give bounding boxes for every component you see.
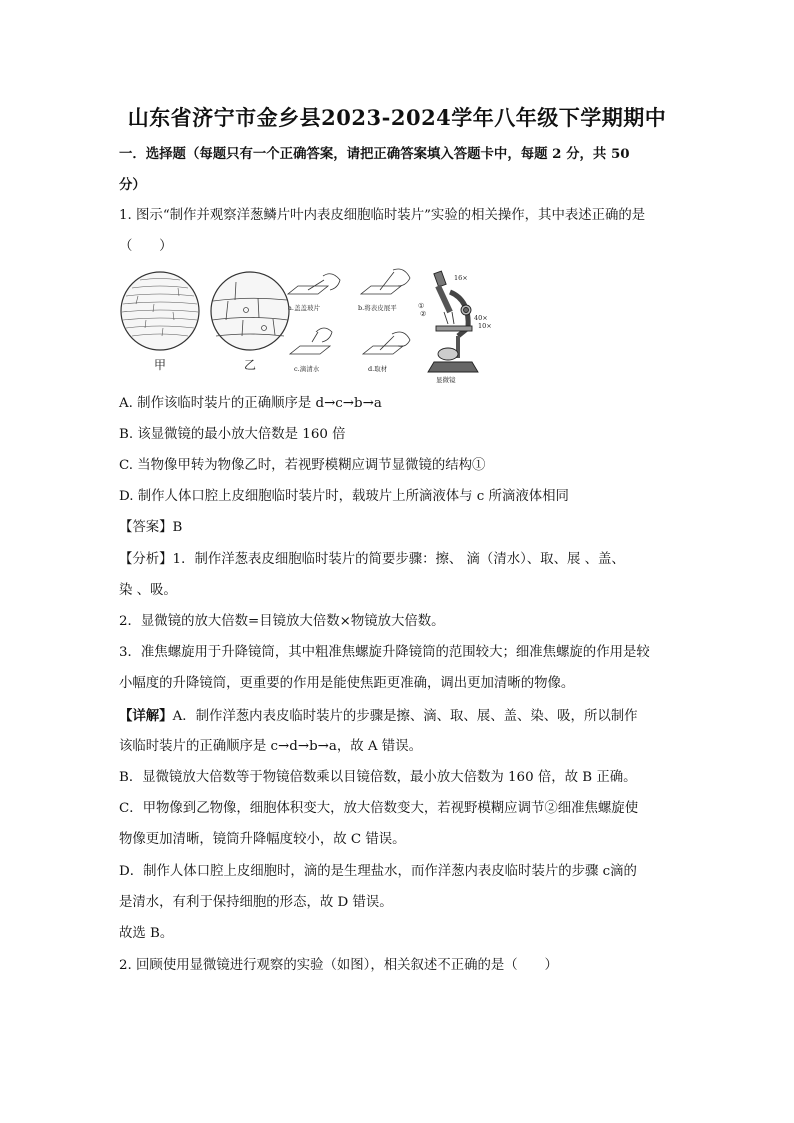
- question-1-stem-cont: （ ）: [119, 239, 173, 254]
- eyepiece-16x-label: 16×: [454, 274, 468, 282]
- step-d-label: d.取材: [368, 365, 388, 373]
- step-b-illustration: [361, 269, 410, 294]
- analysis-line-1: 【分析】1．制作洋葱表皮细胞临时装片的简要步骤：擦、 滴（清水）、取、展 、盖、: [119, 552, 625, 567]
- label-jia: 甲: [154, 358, 167, 372]
- cell-view-jia: [121, 272, 199, 350]
- analysis-line-2: 染 、吸。: [119, 583, 177, 598]
- step-d-illustration: [363, 332, 410, 354]
- detail-line-3: B．显微镜放大倍数等于物镜倍数乘以目镜倍数，最小放大倍数为 160 倍，故 B 正确。: [119, 770, 637, 785]
- detail-line-1: [119, 706, 638, 727]
- detail-line-2: 该临时装片的正确顺序是 c→d→b→a，故 A 错误。: [119, 739, 422, 754]
- page-title: 山东省济宁市金乡县2023-2024学年八年级下学期期中: [127, 105, 667, 130]
- objective-10x-label: 10×: [478, 322, 492, 330]
- question-1-figure: [118, 266, 504, 384]
- marker-1: ①: [418, 302, 425, 310]
- step-b-label: b.将表皮展平: [358, 304, 397, 312]
- step-c-illustration: [290, 328, 332, 354]
- microscope-caption: 显微镜: [436, 376, 456, 384]
- step-a-label: a.盖盖玻片: [288, 304, 320, 312]
- option-c: C. 当物像甲转为物像乙时，若视野模糊应调节显微镜的结构①: [119, 458, 486, 473]
- detail-line-5: 物像更加清晰，镜筒升降幅度较小，故 C 错误。: [119, 832, 406, 847]
- detail-line-6: D．制作人体口腔上皮细胞时，滴的是生理盐水，而作洋葱内表皮临时装片的步骤 c滴的: [119, 864, 637, 879]
- option-b: B. 该显微镜的最小放大倍数是 160 倍: [119, 427, 346, 442]
- question-2-stem: 2. 回顾使用显微镜进行观察的实验（如图），相关叙述不正确的是（ ）: [119, 958, 558, 973]
- answer-line: 【答案】B: [119, 520, 183, 535]
- detail-label: 【详解】: [119, 708, 173, 724]
- microscope-illustration: [428, 271, 478, 372]
- analysis-line-5: 小幅度的升降镜筒，更重要的作用是能使焦距更准确，调出更加清晰的物像。: [119, 676, 575, 691]
- step-a-illustration: [288, 274, 340, 294]
- section-heading-cont: 分）: [119, 177, 146, 193]
- analysis-line-4: 3．准焦螺旋用于升降镜筒，其中粗准焦螺旋升降镜筒的范围较大；细准焦螺旋的作用是较: [119, 645, 650, 660]
- step-c-label: c.滴清水: [294, 365, 320, 373]
- option-d: D. 制作人体口腔上皮细胞临时装片时，载玻片上所滴液体与 c 所滴液体相同: [119, 489, 569, 504]
- question-1-stem: 1. 图示“制作并观察洋葱鳞片叶内表皮细胞临时装片”实验的相关操作，其中表述正确的是: [119, 208, 646, 223]
- analysis-line-3: 2．显微镜的放大倍数=目镜放大倍数×物镜放大倍数。: [119, 614, 445, 629]
- objective-40x-label: 40×: [474, 314, 488, 322]
- option-a: A. 制作该临时装片的正确顺序是 d→c→b→a: [119, 396, 382, 411]
- label-yi: 乙: [244, 358, 257, 372]
- cell-view-yi: [211, 272, 289, 350]
- detail-line-4: C．甲物像到乙物像，细胞体积变大，放大倍数变大，若视野模糊应调节②细准焦螺旋使: [119, 801, 639, 816]
- detail-text-1: A．制作洋葱内表皮临时装片的步骤是擦、滴、取、展、盖、染、吸，所以制作: [172, 709, 638, 724]
- detail-line-7: 是清水，有利于保持细胞的形态，故 D 错误。: [119, 895, 393, 910]
- detail-line-8: 故选 B。: [119, 926, 174, 941]
- section-heading: 一．选择题（每题只有一个正确答案，请把正确答案填入答题卡中，每题 2 分，共 50: [119, 146, 630, 162]
- marker-2: ②: [420, 310, 427, 318]
